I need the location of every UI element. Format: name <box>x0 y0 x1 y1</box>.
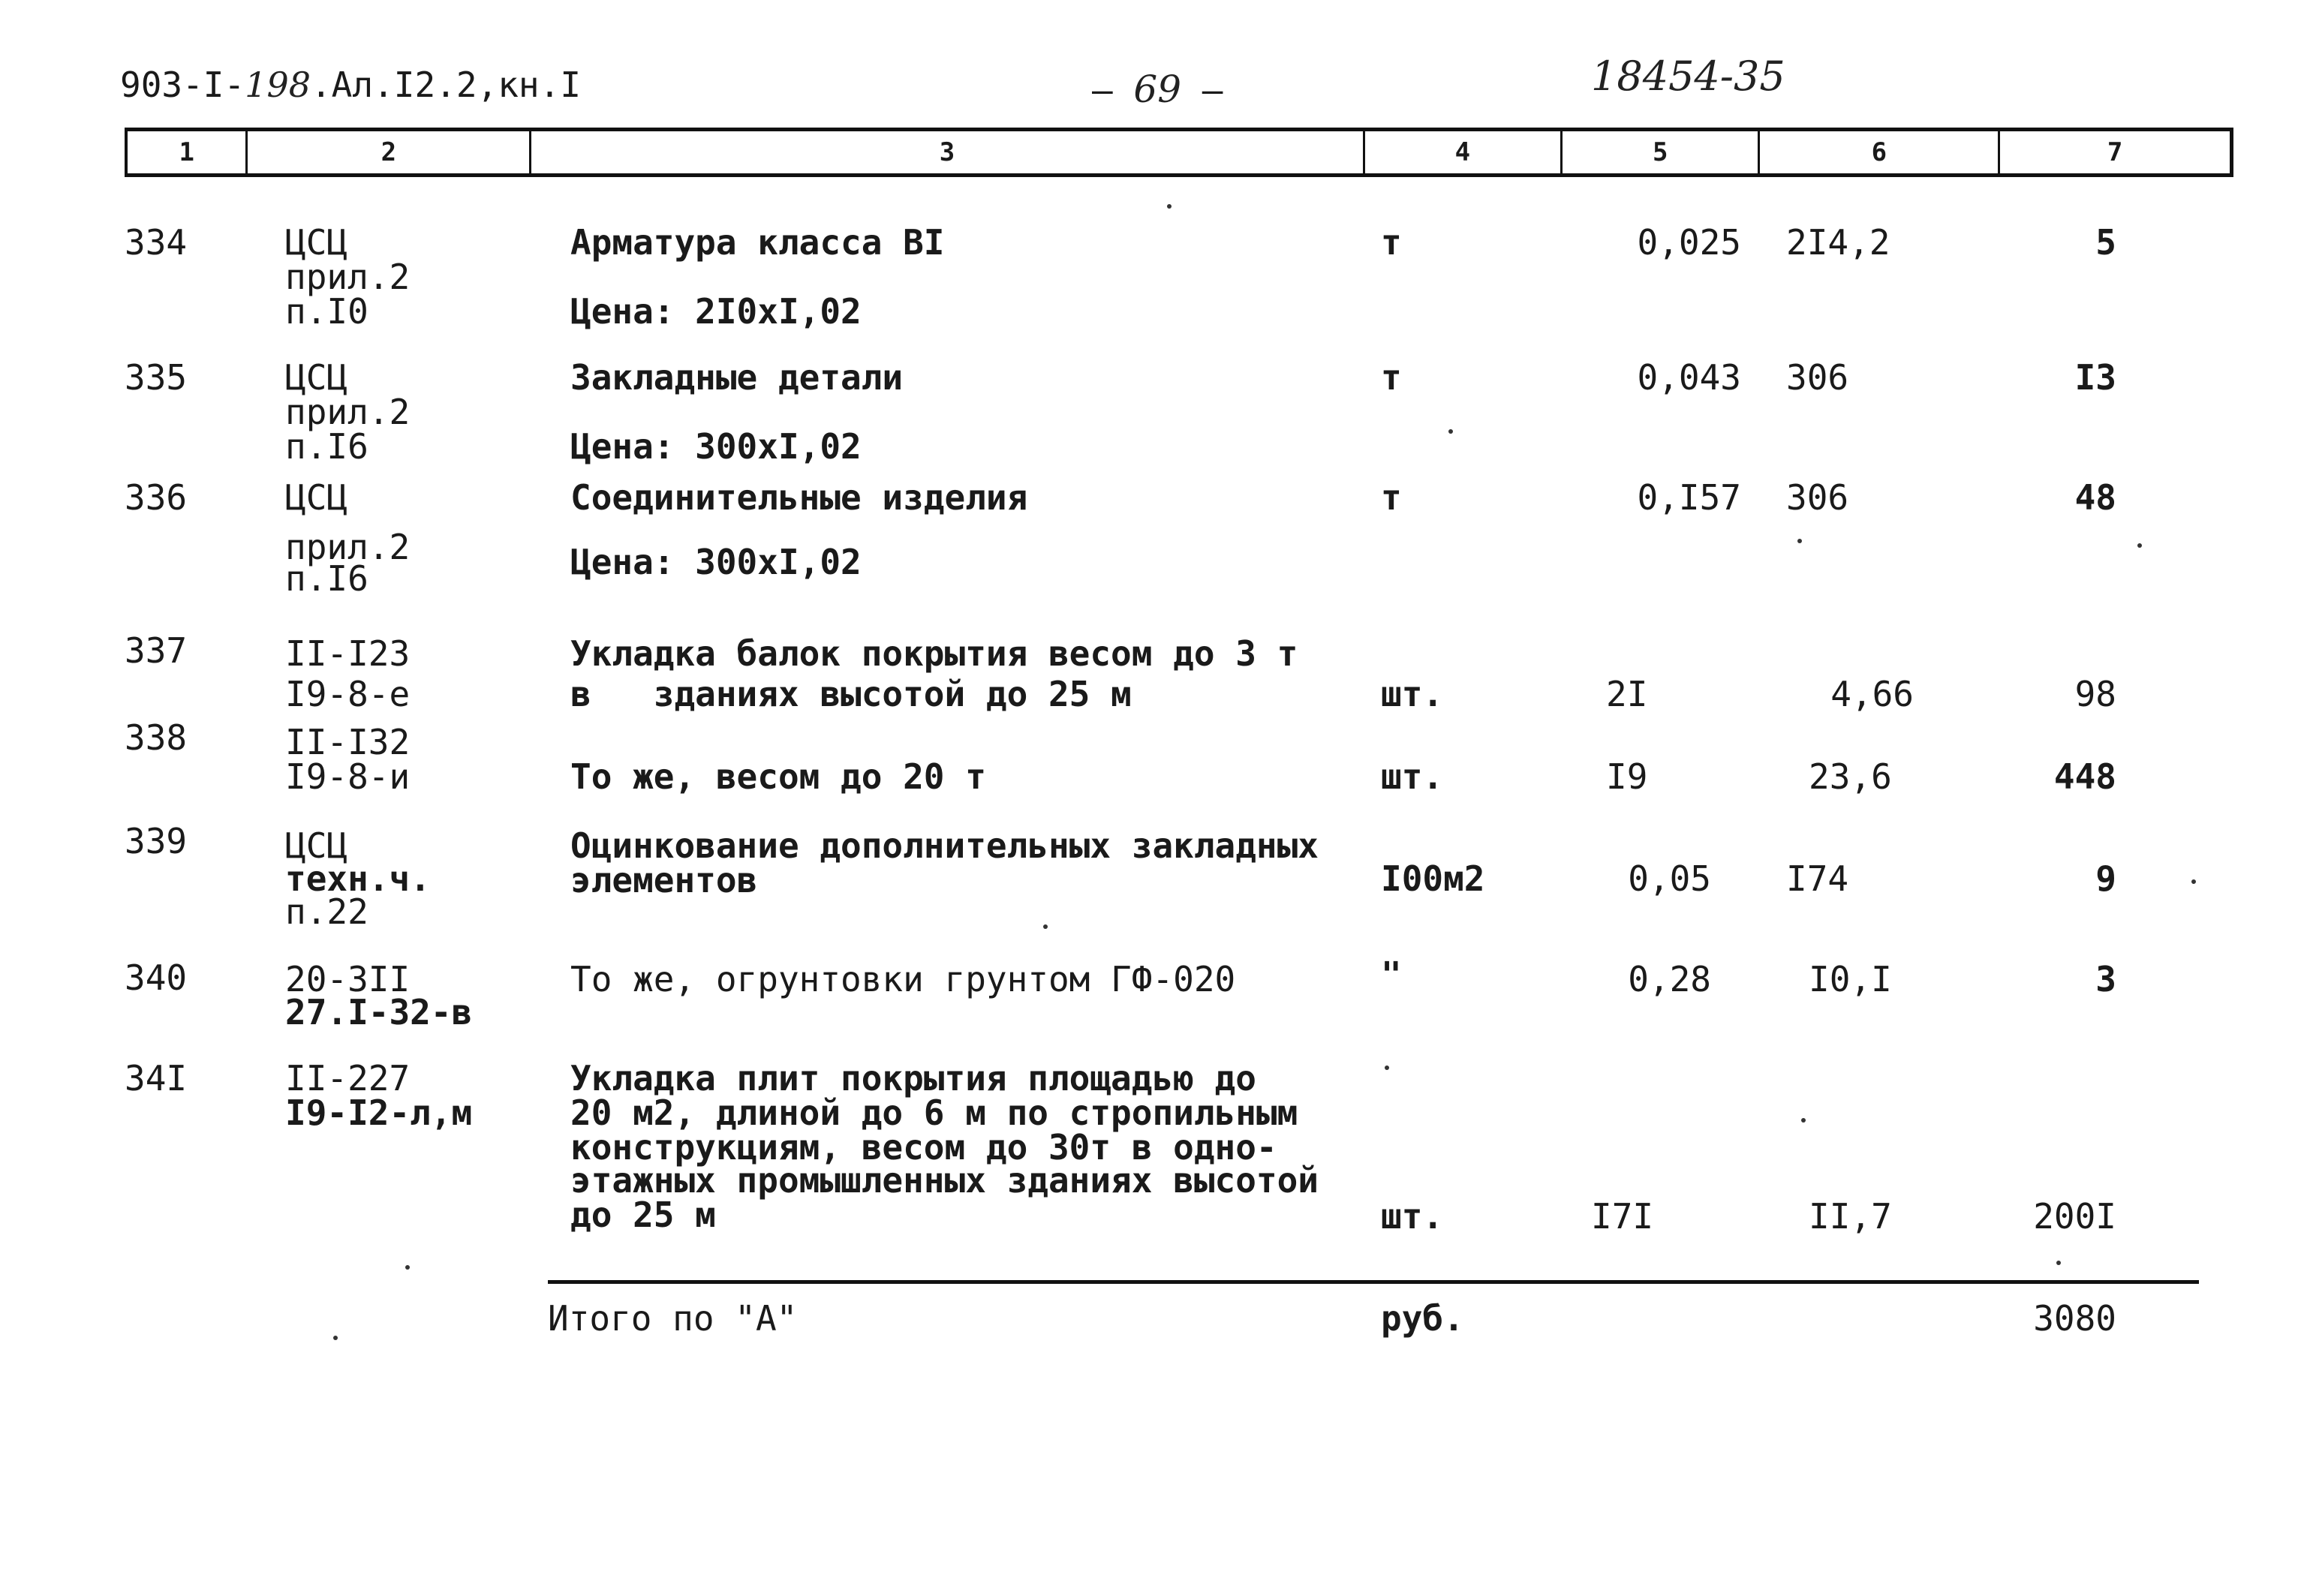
unit-price: I0,I <box>1809 959 1892 999</box>
quantity: I7I <box>1591 1196 1654 1237</box>
total-cost: 448 <box>2053 756 2116 797</box>
column-header-table <box>125 128 2233 177</box>
price-note: Цена: 300xI,02 <box>570 426 862 467</box>
page-number: — 69 — <box>1092 68 1223 111</box>
basis-line: п.I6 <box>285 426 368 467</box>
row-number: 334 <box>125 222 188 263</box>
quantity: I9 <box>1606 756 1648 797</box>
basis-line: II-227 <box>285 1058 411 1099</box>
basis-line: п.I0 <box>285 291 368 332</box>
unit-price: 306 <box>1786 477 1849 518</box>
basis-line: II-I23 <box>285 633 411 674</box>
basis-line: ЦСЦ <box>285 825 348 866</box>
column-header-3: 3 <box>531 130 1364 176</box>
scan-speck <box>2137 543 2142 548</box>
basis-line: прил.2 <box>285 392 411 432</box>
scan-speck <box>1801 1118 1806 1123</box>
item-name-line: То же, огрунтовки грунтом ГФ-020 <box>570 959 1236 999</box>
unit-price: I74 <box>1786 858 1849 899</box>
summary-total: 3080 <box>2033 1298 2116 1339</box>
total-cost: 3 <box>2095 959 2116 999</box>
item-name-line: Соединительные изделия <box>570 477 1028 518</box>
price-note: Цена: 2I0xI,02 <box>570 291 862 332</box>
quantity: 0,043 <box>1637 357 1741 398</box>
basis-line: II-I32 <box>285 722 411 762</box>
total-cost: 98 <box>2074 674 2116 714</box>
scan-speck <box>2191 879 2196 884</box>
scan-speck <box>1448 429 1453 434</box>
item-name-line: до 25 м <box>570 1195 716 1235</box>
document-code: 903-I-198.Ал.I2.2,кн.I <box>120 65 582 105</box>
summary-rule <box>548 1280 2199 1284</box>
scan-speck <box>1385 1066 1389 1070</box>
scan-speck <box>1043 924 1048 929</box>
scan-speck <box>333 1336 338 1340</box>
item-name-line: Оцинкование дополнительных закладных <box>570 825 1319 866</box>
column-header-7: 7 <box>1999 130 2232 176</box>
row-number: 337 <box>125 630 188 671</box>
quantity: 0,05 <box>1628 858 1711 899</box>
scan-speck <box>1167 204 1172 209</box>
quantity: 0,28 <box>1628 959 1711 999</box>
total-cost: 9 <box>2095 858 2116 899</box>
scan-speck <box>1797 539 1802 543</box>
item-name-line: в зданиях высотой до 25 м <box>570 674 1132 714</box>
basis-line: ЦСЦ <box>285 357 348 398</box>
column-header-2: 2 <box>247 130 531 176</box>
column-header-row <box>126 130 2232 176</box>
row-number: 338 <box>125 717 188 758</box>
unit: т <box>1381 357 1402 398</box>
summary-label: Итого по "А" <box>548 1298 798 1339</box>
item-name-line: этажных промышленных зданиях высотой <box>570 1160 1319 1201</box>
archive-number: 18454-35 <box>1591 53 1785 100</box>
column-header-4: 4 <box>1364 130 1561 176</box>
basis-line: I9-8-и <box>285 756 411 797</box>
unit-price: 2I4,2 <box>1786 222 1890 263</box>
column-header-5: 5 <box>1562 130 1759 176</box>
item-name-line: То же, весом до 20 т <box>570 756 986 797</box>
row-number: 336 <box>125 477 188 518</box>
row-number: 335 <box>125 357 188 398</box>
unit: шт. <box>1381 674 1444 714</box>
item-name-line: Арматура класса BI <box>570 222 945 263</box>
column-header-6: 6 <box>1759 130 1999 176</box>
basis-line: п.I6 <box>285 558 368 599</box>
basis-line: прил.2 <box>285 257 411 297</box>
unit: т <box>1381 477 1402 518</box>
quantity: 0,025 <box>1637 222 1741 263</box>
item-name-line: конструкциям, весом до 30т в одно- <box>570 1127 1277 1168</box>
total-cost: 48 <box>2074 477 2116 518</box>
summary-unit: руб. <box>1381 1298 1464 1339</box>
scan-speck <box>405 1265 410 1270</box>
unit: шт. <box>1381 756 1444 797</box>
total-cost: 5 <box>2095 222 2116 263</box>
row-number: 339 <box>125 821 188 861</box>
basis-line: 27.I-32-в <box>285 992 473 1032</box>
basis-line: прил.2 <box>285 527 411 567</box>
unit-price: II,7 <box>1809 1196 1892 1237</box>
quantity: 2I <box>1606 674 1648 714</box>
basis-line: 20-3II <box>285 959 411 999</box>
item-name-line: элементов <box>570 860 758 900</box>
unit: " <box>1381 954 1402 995</box>
scan-speck <box>2056 1261 2061 1265</box>
total-cost: 200I <box>2033 1196 2116 1237</box>
unit: I00м2 <box>1381 858 1485 899</box>
price-note: Цена: 300xI,02 <box>570 542 862 582</box>
unit-price: 306 <box>1786 357 1849 398</box>
basis-line: ЦСЦ <box>285 222 348 263</box>
quantity: 0,I57 <box>1637 477 1741 518</box>
item-name-line: 20 м2, длиной до 6 м по стропильным <box>570 1093 1298 1133</box>
column-header-1: 1 <box>179 137 194 167</box>
item-name-line: Укладка плит покрытия площадью до <box>570 1058 1256 1099</box>
basis-line: ЦСЦ <box>285 477 348 518</box>
unit: шт. <box>1381 1196 1444 1237</box>
row-number: 34I <box>125 1058 188 1099</box>
unit-price: 4,66 <box>1830 674 1914 714</box>
basis-line: I9-8-е <box>285 674 411 714</box>
total-cost: I3 <box>2074 357 2116 398</box>
row-number: 340 <box>125 957 188 998</box>
unit-price: 23,6 <box>1809 756 1892 797</box>
unit: т <box>1381 222 1402 263</box>
basis-line: I9-I2-л,м <box>285 1093 473 1133</box>
item-name-line: Укладка балок покрытия весом до 3 т <box>570 633 1298 674</box>
basis-line: техн.ч. <box>285 858 431 899</box>
item-name-line: Закладные детали <box>570 357 904 398</box>
basis-line: п.22 <box>285 891 368 932</box>
